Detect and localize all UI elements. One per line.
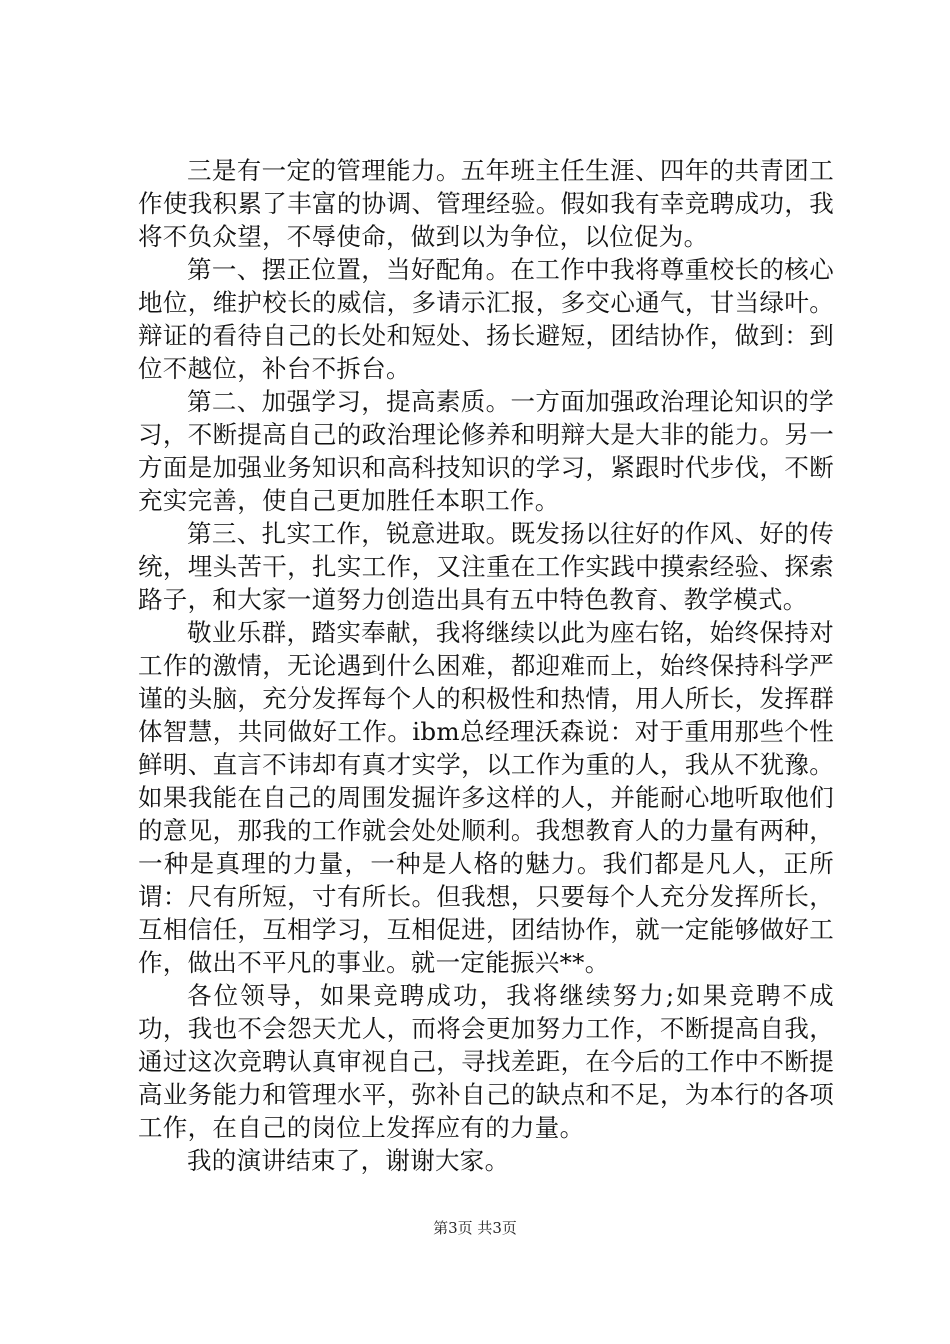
page-footer — [0, 1218, 950, 1238]
paragraph-leaders: 各位领导，如果竞聘成功，我将继续努力;如果竞聘不成功，我也不会怨天尤人，而将会更加努力工作，不断提高自我，通过这次竞聘认真审视自己，寻找差距，在今后的工作中不断提高业务能力和管理水平，弥补自己的缺点和不足，为本行的各项工作，在自己的岗位上发挥应有的力量。 — [138, 981, 834, 1142]
paragraph-dedication: 敬业乐群，踏实奉献，我将继续以此为座右铭，始终保持对工作的激情，无论遇到什么困难，都迎难而上，始终保持科学严谨的头脑，充分发挥每个人的积极性和热情，用人所长，发挥群体智慧，共同做好工作。ibm总经理沃森说：对于重用那些个性鲜明、直言不讳却有真才实学，以工作为重的人，我从不犹豫。如果我能在自己的周围发掘许多这样的人，并能耐心地听取他们的意见，那我的工作就会处处顺利。我想教育人的力量有两种，一种是真理的力量，一种是人格的魅力。我们都是凡人，正所谓：尺有所短，寸有所长。但我想，只要每个人充分发挥所长，互相信任，互相学习，互相促进，团结协作，就一定能够做好工作，做出不平凡的事业。就一定能振兴**。 — [138, 618, 834, 977]
paragraph-first-position: 第一、摆正位置，当好配角。在工作中我将尊重校长的核心地位，维护校长的威信，多请示汇报，多交心通气，甘当绿叶。辩证的看待自己的长处和短处、扬长避短，团结协作，做到：到位不越位，补台不拆台。 — [138, 255, 834, 383]
paragraph-closing: 我的演讲结束了，谢谢大家。 — [187, 1146, 510, 1175]
page-number-label: 第3页 共3页 — [433, 1219, 517, 1237]
paragraph-third-work: 第三、扎实工作，锐意进取。既发扬以往好的作风、好的传统，埋头苦干，扎实工作，又注重在工作实践中摸索经验、探索路子，和大家一道努力创造出具有五中特色教育、教学模式。 — [138, 519, 834, 614]
document-body — [138, 154, 834, 1177]
paragraph-management-ability: 三是有一定的管理能力。五年班主任生涯、四年的共青团工作使我积累了丰富的协调、管理经验。假如我有幸竞聘成功，我将不负众望，不辱使命，做到以为争位，以位促为。 — [138, 156, 834, 251]
paragraph-second-study: 第二、加强学习，提高素质。一方面加强政治理论知识的学习，不断提高自己的政治理论修养和明辩大是大非的能力。另一方面是加强业务知识和高科技知识的学习，紧跟时代步伐，不断充实完善，使自己更加胜任本职工作。 — [138, 387, 834, 515]
